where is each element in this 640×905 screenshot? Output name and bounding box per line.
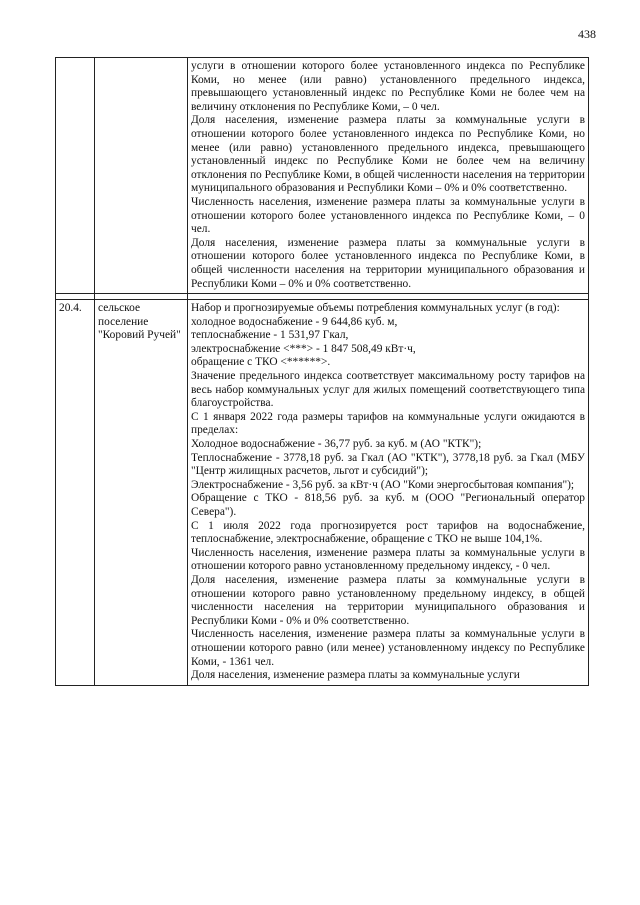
- paragraph: Значение предельного индекса соответствует максимальному росту тарифов на весь набор коммунальных услуг для жилых помещений соответствующего типа благоустройства.: [191, 370, 585, 410]
- paragraph: Теплоснабжение - 3778,18 руб. за Гкал (АО "КТК"), 3778,18 руб. за Гкал (МБУ "Центр жилищных расчетов, льгот и субсидий");: [191, 451, 585, 478]
- paragraph: Электроснабжение - 3,56 руб. за кВт·ч (АО "Коми энергосбытовая компания");: [191, 478, 575, 491]
- table-row: [56, 300, 589, 686]
- paragraph: услуги в отношении которого более установленного индекса по Республике Коми, но менее (или равно) установленного предельного индекса, превышающего установленный индекс по Республике Коми не более чем на величину отклонения по Республике Коми, – 0 чел.: [191, 60, 585, 113]
- paragraph: Численность населения, изменение размера платы за коммунальные услуги в отношении которого равно установленному предельному индексу, - 0 чел.: [191, 546, 585, 573]
- table-row: [56, 58, 589, 294]
- row-number-cell: 20.4.: [56, 300, 95, 686]
- paragraph: Доля населения, изменение размера платы за коммунальные услуги в отношении которого более установленного индекса по Республике Коми, в общей численности населения на территории муниципального образования и Республики Коми – 0% и 0% соответственно.: [191, 236, 585, 290]
- paragraph: Доля населения, изменение размера платы за коммунальные услуги в отношении которого равно установленному предельному индексу, в общей численности населения на территории муниципального образования и Республики Коми - 0% и 0% соответственно.: [191, 573, 585, 627]
- page-number: 438: [578, 27, 596, 41]
- document-table: [55, 57, 589, 686]
- paragraph: электроснабжение <***> - 1 847 508,49 кВт·ч,: [191, 342, 416, 355]
- paragraph: Холодное водоснабжение - 36,77 руб. за куб. м (АО "КТК");: [191, 438, 482, 451]
- paragraph: С 1 января 2022 года размеры тарифов на коммунальные услуги ожидаются в пределах:: [191, 410, 585, 437]
- paragraph: С 1 июля 2022 года прогнозируется рост тарифов на водоснабжение, теплоснабжение, электроснабжение, обращение с ТКО не выше 104,1%.: [191, 519, 585, 546]
- paragraph: холодное водоснабжение - 9 644,86 куб. м,: [191, 315, 398, 328]
- paragraph: Доля населения, изменение размера платы за коммунальные услуги: [191, 669, 520, 682]
- row-text-cell: [188, 300, 589, 686]
- paragraph: обращение с ТКО <******>.: [191, 356, 331, 369]
- paragraph: Набор и прогнозируемые объемы потребления коммунальных услуг (в год):: [191, 302, 560, 315]
- row-name-cell: сельское поселение "Коровий Ручей": [95, 300, 188, 686]
- row-number-cell: [56, 58, 95, 294]
- paragraph: Численность населения, изменение размера платы за коммунальные услуги в отношении которого равно (или менее) установленному индексу по Республике Коми, - 1361 чел.: [191, 628, 585, 668]
- paragraph: Доля населения, изменение размера платы за коммунальные услуги в отношении которого более установленного индекса по Республике Коми, но менее (или равно) установленного предельного индекса, превышающего установленный индекс по Республике Коми не более чем на величину отклонения по Республике Коми, в общей численности населения на территории муниципального образования и Республики Коми – 0% и 0% соответственно.: [191, 114, 585, 195]
- row-name-cell: [95, 58, 188, 294]
- row-text-cell: [188, 58, 589, 294]
- paragraph: Численность населения, изменение размера платы за коммунальные услуги в отношении которого более установленного индекса по Республике Коми, – 0 чел.: [191, 195, 585, 236]
- paragraph: Обращение с ТКО - 818,56 руб. за куб. м (ООО "Региональный оператор Севера").: [191, 492, 585, 518]
- paragraph: теплоснабжение - 1 531,97 Гкал,: [191, 329, 349, 342]
